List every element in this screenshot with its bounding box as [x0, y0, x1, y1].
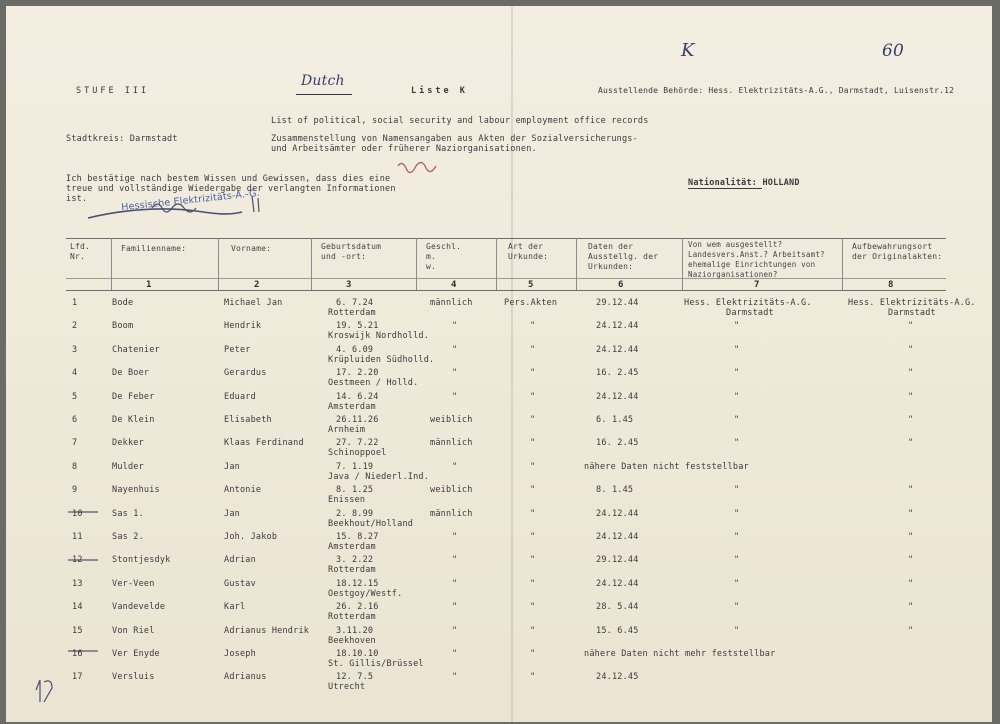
- col-divider-5: [496, 238, 497, 290]
- row-art: ": [530, 368, 536, 379]
- row-familienname: De Feber: [112, 391, 155, 402]
- row-datum: 24.12.45: [596, 672, 639, 683]
- col-number-7: 7: [754, 280, 760, 290]
- row-geschlecht: ": [452, 368, 458, 379]
- row-number: 11: [72, 532, 83, 542]
- row-von-wem: ": [734, 532, 740, 542]
- row-geburtsdatum: 17. 2.20: [336, 368, 379, 379]
- row-vorname: Michael Jan: [224, 298, 283, 308]
- row-art: ": [530, 438, 536, 449]
- row-von-wem: Hess. Elektrizitäts-A.G.: [684, 298, 812, 308]
- row-von-wem: ": [734, 368, 740, 379]
- row-geburtsort: Rotterdam: [328, 565, 376, 576]
- row-aufbewahrung: ": [908, 321, 914, 332]
- row-number: 5: [72, 391, 78, 402]
- row-familienname: Sas 2.: [112, 532, 144, 542]
- row-aufbewahrung-ort: Darmstadt: [888, 308, 936, 318]
- row-art: ": [530, 578, 536, 589]
- row-datum: 24.12.44: [596, 508, 639, 519]
- signature-stroke: [88, 209, 242, 218]
- row-number: 8: [72, 461, 78, 472]
- row-vorname: Adrianus: [224, 672, 267, 683]
- row-aufbewahrung: ": [908, 555, 914, 566]
- stadtkreis: Stadtkreis: Darmstadt: [66, 134, 178, 144]
- row-number: 7: [72, 438, 78, 449]
- row-geburtsort: Schinoppoel: [328, 448, 387, 459]
- row-von-wem: ": [734, 508, 740, 519]
- row-art: ": [530, 508, 536, 519]
- row-number: 12: [72, 555, 83, 566]
- col-header-nr: Lfd. Nr.: [70, 242, 91, 261]
- col-divider-3: [311, 238, 312, 290]
- row-vorname: Adrian: [224, 555, 256, 566]
- title-english: List of political, social security and labour employment office records: [271, 116, 649, 126]
- row-familienname: Vandevelde: [112, 602, 166, 613]
- row-geburtsdatum: 26.11.26: [336, 415, 379, 425]
- row-geburtsort: Enissen: [328, 495, 366, 506]
- row-number: 3: [72, 344, 78, 355]
- row-geburtsdatum: 26. 2.16: [336, 602, 379, 613]
- col-divider-1: [111, 238, 112, 290]
- row-geschlecht: ": [452, 555, 458, 566]
- col-header-familienname: Familienname:: [121, 244, 187, 253]
- row-geschlecht: weiblich: [430, 415, 473, 425]
- row-vorname: Peter: [224, 344, 251, 355]
- row-geschlecht: ": [452, 578, 458, 589]
- row-geburtsort: Rotterdam: [328, 612, 376, 623]
- row-vorname: Karl: [224, 602, 246, 613]
- col-header-aufbewahrung: Aufbewahrungsort der Originalakten:: [852, 242, 943, 261]
- row-geburtsort: Oestgoy/Westf.: [328, 588, 403, 599]
- row-geburtsdatum: 18.12.15: [336, 578, 379, 589]
- row-aufbewahrung: ": [908, 415, 914, 425]
- row-geschlecht: ": [452, 625, 458, 636]
- row-art: ": [530, 391, 536, 402]
- row-number: 17: [72, 672, 83, 683]
- document-sheet: [6, 6, 992, 722]
- row-number: 1: [72, 298, 78, 308]
- row-aufbewahrung: ": [908, 344, 914, 355]
- row-vorname: Gustav: [224, 578, 256, 589]
- row-familienname: Versluis: [112, 672, 155, 683]
- table-top-rule: [66, 238, 946, 239]
- row-vorname: Eduard: [224, 391, 256, 402]
- col-divider-7: [682, 238, 683, 290]
- row-geburtsort: Arnheim: [328, 425, 366, 435]
- row-geburtsdatum: 27. 7.22: [336, 438, 379, 449]
- row-art: ": [530, 649, 536, 659]
- row-aufbewahrung: ": [908, 438, 914, 449]
- row-aufbewahrung: ": [908, 391, 914, 402]
- row-aufbewahrung: ": [908, 625, 914, 636]
- row-aufbewahrung: ": [908, 485, 914, 496]
- row-aufbewahrung: ": [908, 368, 914, 379]
- title-german-1: Zusammenstellung von Namensangaben aus Akten der Sozialversicherungs-: [271, 134, 638, 144]
- row-geburtsdatum: 2. 8.99: [336, 508, 374, 519]
- row-geburtsdatum: 3.11.20: [336, 625, 374, 636]
- row-number: 9: [72, 485, 78, 496]
- row-art: ": [530, 485, 536, 496]
- col-divider-6: [576, 238, 577, 290]
- row-datum: 24.12.44: [596, 532, 639, 542]
- row-art: ": [530, 532, 536, 542]
- row-art: ": [530, 321, 536, 332]
- row-geburtsort: Kroswijk Nordholld.: [328, 331, 430, 342]
- row-datum: 24.12.44: [596, 344, 639, 355]
- row-von-wem: ": [734, 555, 740, 566]
- row-datum: 16. 2.45: [596, 368, 639, 379]
- row-number: 14: [72, 602, 83, 613]
- confirmation-line-2: treue und vollständige Wiedergabe der verlangten Informationen: [66, 184, 396, 194]
- row-vorname: Adrianus Hendrik: [224, 625, 310, 636]
- row-familienname: Ver Enyde: [112, 649, 160, 659]
- row-art: ": [530, 602, 536, 613]
- row-familienname: Sas 1.: [112, 508, 144, 519]
- row-vorname: Joh. Jakob: [224, 532, 278, 542]
- col-number-6: 6: [618, 280, 624, 290]
- row-von-wem: ": [734, 438, 740, 449]
- row-familienname: Nayenhuis: [112, 485, 160, 496]
- col-number-8: 8: [888, 280, 894, 290]
- col-number-3: 3: [346, 280, 352, 290]
- row-von-wem: ": [734, 321, 740, 332]
- row-geburtsort: Java / Niederl.Ind.: [328, 471, 430, 482]
- row-number: 13: [72, 578, 83, 589]
- row-geburtsort: Beekhoven: [328, 635, 376, 646]
- row-art: ": [530, 415, 536, 425]
- row-geburtsort: Utrecht: [328, 682, 366, 693]
- row-geschlecht: ": [452, 391, 458, 402]
- row-geschlecht: weiblich: [430, 485, 473, 496]
- row-familienname: De Boer: [112, 368, 150, 379]
- row-datum: 6. 1.45: [596, 415, 634, 425]
- row-von-wem: ": [734, 344, 740, 355]
- col-number-2: 2: [254, 280, 260, 290]
- col-divider-4: [416, 238, 417, 290]
- row-geburtsdatum: 7. 1.19: [336, 461, 374, 472]
- row-number: 2: [72, 321, 78, 332]
- sheet-mark-17: [46, 682, 66, 692]
- row-geburtsdatum: 19. 5.21: [336, 321, 379, 332]
- row-art: Pers.Akten: [504, 298, 558, 308]
- row-geburtsdatum: 3. 2.22: [336, 555, 374, 566]
- row-vorname: Joseph: [224, 649, 256, 659]
- row-familienname: Von Riel: [112, 625, 155, 636]
- row-aufbewahrung: ": [908, 602, 914, 613]
- row-geburtsdatum: 6. 7.24: [336, 298, 374, 308]
- row-datum: nähere Daten nicht mehr feststellbar: [584, 649, 776, 659]
- row-datum: 8. 1.45: [596, 485, 634, 496]
- row-geschlecht: ": [452, 649, 458, 659]
- row-geschlecht: männlich: [430, 508, 473, 519]
- row-familienname: De Klein: [112, 415, 155, 425]
- row-datum: 15. 6.45: [596, 625, 639, 636]
- col-header-geburtsdatum: Geburtsdatum und -ort:: [321, 242, 382, 261]
- row-familienname: Bode: [112, 298, 134, 308]
- corner-mark-60: 60: [882, 41, 905, 61]
- row-vorname: Klaas Ferdinand: [224, 438, 304, 449]
- row-art: ": [530, 555, 536, 566]
- row-datum: 29.12.44: [596, 555, 639, 566]
- row-familienname: Boom: [112, 321, 134, 332]
- row-datum: 29.12.44: [596, 298, 639, 308]
- row-geburtsort: Oestmeen / Holld.: [328, 378, 419, 389]
- row-geschlecht: ": [452, 321, 458, 332]
- red-initials: [398, 162, 436, 172]
- confirmation-line-3: ist.: [66, 194, 88, 204]
- col-header-art: Art der Urkunde:: [508, 242, 549, 261]
- signature-tail: [252, 196, 259, 212]
- handwritten-dutch: Dutch: [301, 73, 345, 89]
- handwriting-marks: [6, 6, 992, 722]
- col-number-4: 4: [451, 280, 457, 290]
- row-von-wem: ": [734, 485, 740, 496]
- row-geschlecht: ": [452, 461, 458, 472]
- row-geburtsdatum: 4. 6.09: [336, 344, 374, 355]
- corner-mark-k: K: [681, 40, 695, 61]
- row-datum: 28. 5.44: [596, 602, 639, 613]
- row-number: 10: [72, 508, 83, 519]
- col-number-1: 1: [146, 280, 152, 290]
- row-geburtsdatum: 14. 6.24: [336, 391, 379, 402]
- col-header-von-wem: Von wem ausgestellt? Landesvers.Anst.? Arbeitsamt? ehemalige Einrichtungen von Naziorganisationen?: [688, 240, 825, 279]
- confirmation-line-1: Ich bestätige nach bestem Wissen und Gewissen, dass dies eine: [66, 174, 391, 184]
- row-geburtsort: Amsterdam: [328, 401, 376, 412]
- row-familienname: Mulder: [112, 461, 144, 472]
- row-geburtsort: Krüpluiden Südholld.: [328, 354, 435, 365]
- row-geburtsdatum: 8. 1.25: [336, 485, 374, 496]
- row-geburtsort: Amsterdam: [328, 542, 376, 552]
- row-number: 4: [72, 368, 78, 379]
- row-aufbewahrung: ": [908, 532, 914, 542]
- row-vorname: Jan: [224, 508, 240, 519]
- row-art: ": [530, 461, 536, 472]
- row-geschlecht: männlich: [430, 438, 473, 449]
- row-aufbewahrung: Hess. Elektrizitäts-A.G.: [848, 298, 976, 308]
- row-number: 15: [72, 625, 83, 636]
- row-geburtsort: Beekhout/Holland: [328, 518, 414, 529]
- row-geburtsort: St. Gillis/Brüssel: [328, 659, 424, 669]
- row-vorname: Antonie: [224, 485, 262, 496]
- liste-title: Liste K: [411, 86, 468, 96]
- col-number-5: 5: [528, 280, 534, 290]
- row-von-wem: ": [734, 578, 740, 589]
- row-geschlecht: ": [452, 672, 458, 683]
- row-geschlecht: männlich: [430, 298, 473, 308]
- row-familienname: Dekker: [112, 438, 144, 449]
- row-vorname: Hendrik: [224, 321, 262, 332]
- row-number: 6: [72, 415, 78, 425]
- company-stamp: Hessische Elektrizitäts-A.-G.: [120, 187, 261, 214]
- stufe-label: STUFE III: [76, 86, 150, 96]
- row-von-wem-ort: Darmstadt: [726, 308, 774, 318]
- row-vorname: Gerardus: [224, 368, 267, 379]
- title-german-2: und Arbeitsämter oder früherer Naziorganisationen.: [271, 144, 537, 154]
- authority-line: Ausstellende Behörde: Hess. Elektrizitäts-A.G., Darmstadt, Luisenstr.12: [598, 86, 955, 95]
- nationality: Nationalität: HOLLAND: [688, 178, 800, 188]
- row-geburtsdatum: 18.10.10: [336, 649, 379, 659]
- row-datum: 24.12.44: [596, 578, 639, 589]
- row-art: ": [530, 344, 536, 355]
- col-header-geschlecht: Geschl. m. w.: [426, 242, 462, 271]
- row-geburtsort: Rotterdam: [328, 308, 376, 318]
- table-number-rule: [66, 290, 946, 291]
- row-number: 16: [72, 649, 83, 659]
- row-art: ": [530, 672, 536, 683]
- row-geburtsdatum: 12. 7.5: [336, 672, 374, 683]
- row-von-wem: ": [734, 415, 740, 425]
- row-geschlecht: ": [452, 344, 458, 355]
- row-aufbewahrung: ": [908, 578, 914, 589]
- row-familienname: Chatenier: [112, 344, 160, 355]
- row-von-wem: ": [734, 602, 740, 613]
- row-datum: 16. 2.45: [596, 438, 639, 449]
- row-art: ": [530, 625, 536, 636]
- row-vorname: Jan: [224, 461, 240, 472]
- row-von-wem: ": [734, 625, 740, 636]
- col-header-daten: Daten der Ausstellg. der Urkunden:: [588, 242, 659, 271]
- row-familienname: Stontjesdyk: [112, 555, 171, 566]
- row-vorname: Elisabeth: [224, 415, 272, 425]
- row-geschlecht: ": [452, 532, 458, 542]
- row-geschlecht: ": [452, 602, 458, 613]
- row-familienname: Ver-Veen: [112, 578, 155, 589]
- row-datum: 24.12.44: [596, 391, 639, 402]
- row-von-wem: ": [734, 391, 740, 402]
- row-geburtsdatum: 15. 8.27: [336, 532, 379, 542]
- row-datum: nähere Daten nicht feststellbar: [584, 461, 749, 472]
- col-divider-2: [218, 238, 219, 290]
- col-divider-8: [842, 238, 843, 290]
- row-datum: 24.12.44: [596, 321, 639, 332]
- row-aufbewahrung: ": [908, 508, 914, 519]
- col-header-vorname: Vorname:: [231, 244, 272, 253]
